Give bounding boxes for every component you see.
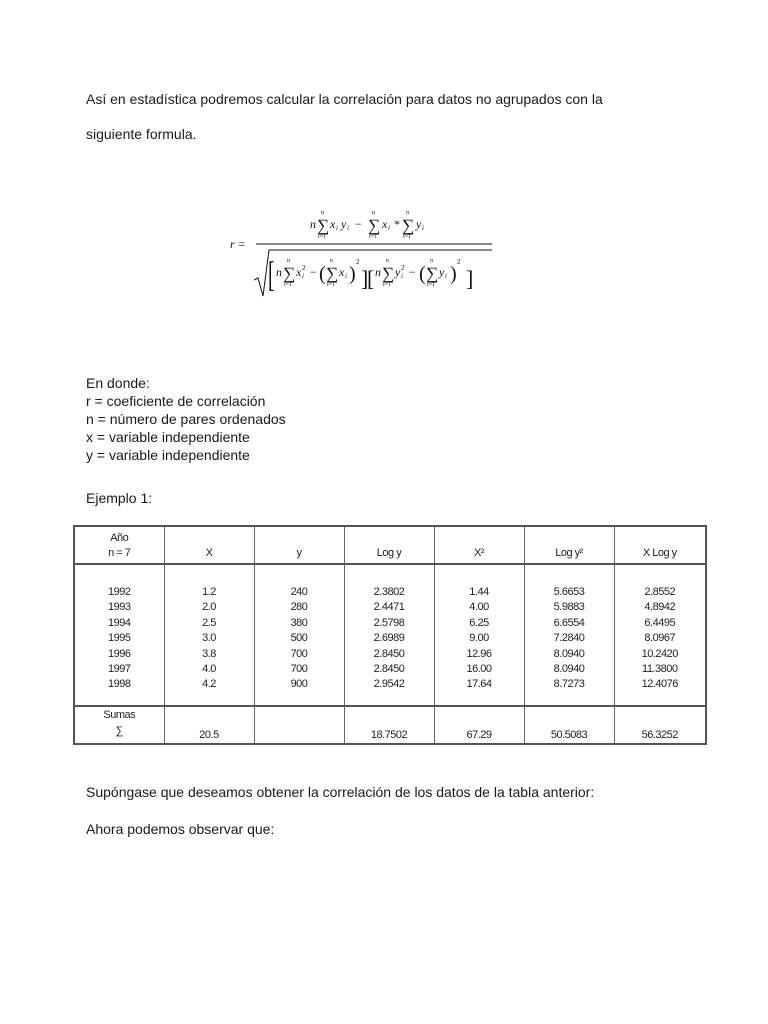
svg-text:*: *: [394, 217, 400, 231]
svg-text:i=1: i=1: [427, 282, 436, 288]
svg-text:n: n: [276, 265, 282, 279]
intro-line-2: siguiente formula.: [86, 126, 197, 142]
svg-text:]: ]: [361, 266, 369, 291]
svg-text:∑: ∑: [283, 264, 296, 283]
svg-text:x: x: [382, 217, 388, 231]
table-header-row: [74, 526, 706, 564]
svg-text:i=1: i=1: [403, 234, 412, 240]
svg-text:∑: ∑: [426, 264, 439, 283]
svg-text:x: x: [339, 265, 345, 279]
column-x-log-y: 2.8552 4.8942 6.4495 8.0967 10.2420 11.3800 12.4076: [614, 564, 706, 706]
definition-y: y = variable independiente: [86, 447, 250, 463]
header-x-squared: X²: [434, 526, 524, 564]
svg-text:n: n: [310, 217, 316, 231]
svg-text:n: n: [406, 210, 409, 216]
example-label: Ejemplo 1:: [86, 490, 153, 506]
definition-n: n = número de pares ordenados: [86, 411, 286, 427]
total-x-squared: 67.29: [434, 706, 524, 744]
svg-text:n: n: [321, 210, 324, 216]
total-x: 20.5: [164, 706, 254, 744]
total-log-y: 18.7502: [344, 706, 434, 744]
column-log-y: 2.3802 2.4471 2.5798 2.6989 2.8450 2.8450 2.9542: [344, 564, 434, 706]
formula-lhs: r =: [230, 237, 246, 251]
svg-text:i=1: i=1: [284, 282, 293, 288]
svg-text:2: 2: [356, 258, 360, 266]
totals-label: Sumas ∑: [74, 706, 164, 744]
svg-text:y: y: [395, 265, 401, 279]
svg-text:y: y: [341, 217, 347, 231]
svg-text:2: 2: [457, 258, 461, 266]
total-x-log-y: 56.3252: [614, 706, 706, 744]
svg-text:[: [: [367, 266, 375, 291]
svg-text:]: ]: [466, 266, 474, 291]
svg-text:): ): [450, 263, 457, 285]
total-y: [254, 706, 344, 744]
definitions-heading: En donde:: [86, 375, 150, 391]
svg-text:n: n: [386, 258, 389, 264]
svg-text:−: −: [355, 217, 362, 231]
svg-text:): ): [349, 263, 356, 285]
header-x: X: [164, 526, 254, 564]
correlation-formula: [226, 200, 506, 304]
column-x-squared: 1.44 4.00 6.25 9.00 12.96 16.00 17.64: [434, 564, 524, 706]
svg-text:y: y: [416, 217, 422, 231]
svg-text:i: i: [445, 272, 447, 280]
definition-x: x = variable independiente: [86, 429, 250, 445]
svg-text:i: i: [336, 224, 338, 232]
svg-text:∑: ∑: [326, 264, 339, 283]
column-x: 1.2 2.0 2.5 3.0 3.8 4.0 4.2: [164, 564, 254, 706]
svg-text:∑: ∑: [368, 216, 381, 235]
svg-text:[: [: [268, 255, 275, 295]
column-log-y-squared: 5.6653 5.9883 6.6554 7.2840 8.0940 8.0940 8.7273: [524, 564, 614, 706]
definition-r: r = coeficiente de correlación: [86, 393, 266, 409]
header-log-y-squared: Log y²: [524, 526, 614, 564]
closing-line-2: Ahora podemos observar que:: [86, 821, 275, 837]
svg-text:i: i: [347, 224, 349, 232]
svg-text:i: i: [345, 272, 347, 280]
svg-text:i=1: i=1: [369, 234, 378, 240]
header-log-y: Log y: [344, 526, 434, 564]
svg-text:n: n: [375, 265, 381, 279]
svg-text:n: n: [430, 258, 433, 264]
svg-text:i: i: [422, 224, 424, 232]
svg-text:x: x: [330, 217, 336, 231]
column-y: 240 280 380 500 700 700 900: [254, 564, 344, 706]
svg-text:∑: ∑: [317, 216, 330, 235]
svg-text:i=1: i=1: [318, 234, 327, 240]
svg-text:∑: ∑: [402, 216, 415, 235]
header-year: Año n = 7: [74, 526, 164, 564]
svg-text:−: −: [310, 265, 317, 279]
header-x-log-y: X Log y: [614, 526, 706, 564]
svg-text:n: n: [287, 258, 290, 264]
svg-text:n: n: [330, 258, 333, 264]
svg-text:n: n: [372, 210, 375, 216]
svg-text:i: i: [401, 272, 403, 280]
svg-text:2: 2: [302, 264, 306, 272]
variable-definitions: [86, 374, 286, 464]
formula-numerator: [310, 210, 424, 240]
data-table: [73, 525, 707, 745]
svg-text:−: −: [409, 265, 416, 279]
closing-line-1: Supóngase que deseamos obtener la correlación de los datos de la tabla anterior:: [86, 784, 595, 800]
total-log-y-squared: 50.5083: [524, 706, 614, 744]
svg-text:i=1: i=1: [383, 282, 392, 288]
svg-text:i: i: [388, 224, 390, 232]
svg-text:∑: ∑: [382, 264, 395, 283]
header-y: y: [254, 526, 344, 564]
column-year: 1992 1993 1994 1995 1996 1997 1998: [74, 564, 164, 706]
svg-text:y: y: [439, 265, 445, 279]
svg-text:i=1: i=1: [327, 282, 336, 288]
intro-line-1: Así en estadística podremos calcular la correlación para datos no agrupados con la: [86, 91, 603, 107]
formula-denominator: [254, 250, 492, 296]
svg-text:(: (: [419, 263, 426, 285]
svg-text:i: i: [302, 272, 304, 280]
table-values-row: [74, 564, 706, 706]
table-totals-row: [74, 706, 706, 744]
svg-text:2: 2: [401, 264, 405, 272]
svg-text:(: (: [319, 263, 326, 285]
svg-text:x: x: [296, 265, 302, 279]
